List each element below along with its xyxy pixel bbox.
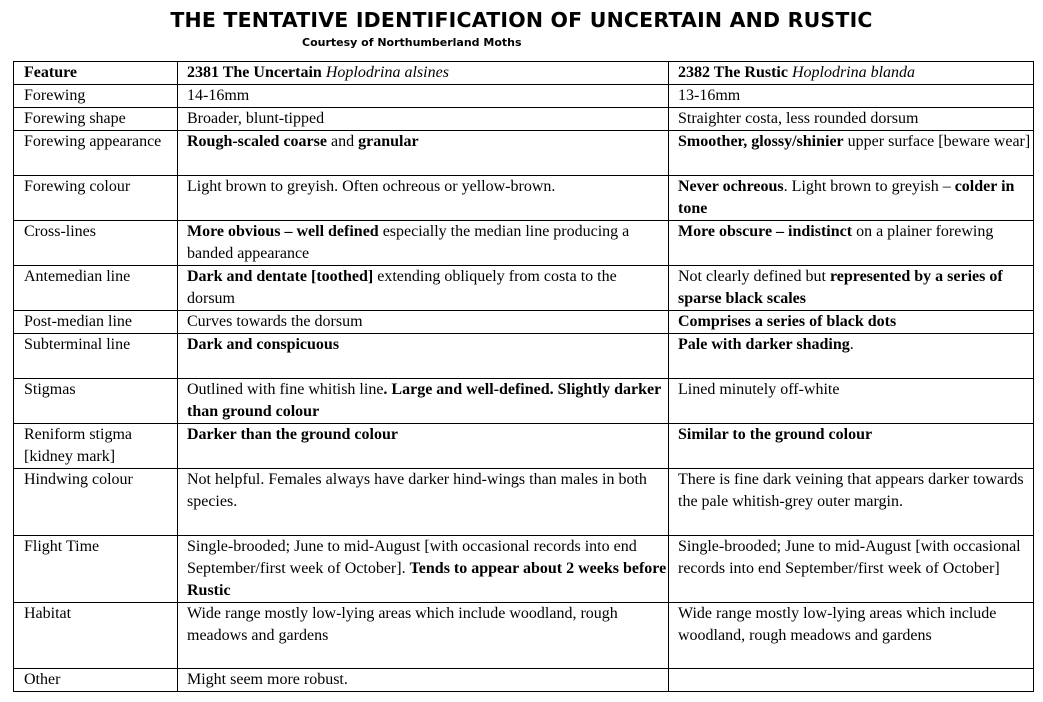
feature-cell: Hindwing colour (14, 469, 178, 536)
header-uncertain-name: 2381 The Uncertain (187, 64, 326, 81)
header-uncertain (178, 62, 669, 85)
header-feature: Feature (14, 62, 178, 85)
rustic-text: More obscure – indistinct (678, 223, 853, 240)
rustic-text: Pale with darker shading (678, 336, 850, 353)
rustic-cell (669, 536, 1034, 603)
table-header-row (14, 62, 1034, 85)
uncertain-text: Single-brooded; June to mid-August [with occasional records into end September/first week of October]. (187, 538, 637, 577)
rustic-text: Similar to the ground colour (678, 426, 873, 443)
rustic-text: Wide range mostly low-lying areas which include woodland, rough meadows and gardens (678, 605, 997, 644)
feature-cell: Forewing (14, 85, 178, 108)
uncertain-cell (178, 85, 669, 108)
table-row (14, 176, 1034, 221)
feature-cell: Forewing shape (14, 108, 178, 131)
uncertain-text: More obvious – well defined (187, 223, 379, 240)
uncertain-cell (178, 469, 669, 536)
table-row (14, 131, 1034, 176)
table-row (14, 108, 1034, 131)
header-rustic-name: 2382 The Rustic (678, 64, 792, 81)
feature-cell: Forewing colour (14, 176, 178, 221)
feature-cell: Other (14, 669, 178, 692)
rustic-cell (669, 266, 1034, 311)
uncertain-cell (178, 266, 669, 311)
uncertain-text: Darker than the ground colour (187, 426, 398, 443)
header-rustic-latin: Hoplodrina blanda (791, 64, 916, 81)
uncertain-cell (178, 424, 669, 469)
page-subtitle: Courtesy of Northumberland Moths (302, 36, 522, 49)
rustic-text: colder in tone (678, 178, 1015, 217)
table-row (14, 311, 1034, 334)
table-row (14, 85, 1034, 108)
uncertain-cell (178, 311, 669, 334)
uncertain-cell (178, 603, 669, 669)
table-row (14, 469, 1034, 536)
table-row (14, 669, 1034, 692)
rustic-text: Never ochreous (678, 178, 784, 195)
rustic-cell (669, 424, 1034, 469)
rustic-text: Lined minutely off-white (678, 381, 840, 398)
uncertain-text: Might seem more robust. (187, 671, 348, 688)
uncertain-text: extending obliquely from costa to the dorsum (187, 268, 617, 307)
uncertain-text: Tends to appear about 2 weeks before Rustic (187, 560, 667, 599)
uncertain-text: especially the median line producing a banded appearance (187, 223, 630, 262)
feature-cell: Stigmas (14, 379, 178, 424)
page-title: THE TENTATIVE IDENTIFICATION OF UNCERTAIN AND RUSTIC (170, 8, 873, 32)
uncertain-text: granular (358, 133, 419, 150)
table-row (14, 603, 1034, 669)
rustic-text: Single-brooded; June to mid-August [with occasional records into end September/first week of October] (678, 538, 1021, 577)
table-row (14, 221, 1034, 266)
rustic-cell (669, 669, 1034, 692)
uncertain-text: Dark and conspicuous (187, 336, 340, 353)
uncertain-cell (178, 176, 669, 221)
header-uncertain-latin: Hoplodrina alsines (325, 64, 449, 81)
uncertain-cell (178, 221, 669, 266)
rustic-cell (669, 176, 1034, 221)
uncertain-text: Wide range mostly low-lying areas which include woodland, rough meadows and gardens (187, 605, 618, 644)
feature-cell: Forewing appearance (14, 131, 178, 176)
uncertain-cell (178, 379, 669, 424)
feature-cell: Post-median line (14, 311, 178, 334)
feature-cell: Antemedian line (14, 266, 178, 311)
table-row (14, 379, 1034, 424)
uncertain-text: Light brown to greyish. Often ochreous or yellow-brown. (187, 178, 556, 195)
table-row (14, 536, 1034, 603)
rustic-cell (669, 379, 1034, 424)
rustic-text: Smoother, glossy/shinier (678, 133, 844, 150)
uncertain-text: and (326, 133, 359, 150)
rustic-cell (669, 469, 1034, 536)
rustic-cell (669, 221, 1034, 266)
rustic-cell (669, 311, 1034, 334)
uncertain-text: 14-16mm (187, 87, 250, 104)
uncertain-text: Outlined with fine whitish line (187, 381, 384, 398)
identification-table (13, 61, 1034, 692)
uncertain-text: Rough-scaled coarse (187, 133, 327, 150)
table-row (14, 266, 1034, 311)
rustic-text: Not clearly defined but (678, 268, 830, 285)
uncertain-text: Curves towards the dorsum (187, 313, 363, 330)
rustic-text: There is fine dark veining that appears darker towards the pale whitish-grey outer margin. (678, 471, 1024, 510)
header-rustic (669, 62, 1034, 85)
uncertain-cell (178, 131, 669, 176)
table-row (14, 424, 1034, 469)
uncertain-cell (178, 669, 669, 692)
uncertain-cell (178, 108, 669, 131)
feature-cell: Subterminal line (14, 334, 178, 379)
feature-cell: Cross-lines (14, 221, 178, 266)
uncertain-text: Broader, blunt-tipped (187, 110, 325, 127)
rustic-text: upper surface [beware wear] (843, 133, 1031, 150)
rustic-cell (669, 131, 1034, 176)
uncertain-text: Dark and dentate [toothed] (187, 268, 374, 285)
rustic-text: . Light brown to greyish – (783, 178, 955, 195)
table-row (14, 334, 1034, 379)
rustic-cell (669, 334, 1034, 379)
uncertain-text: Not helpful. Females always have darker hind-wings than males in both species. (187, 471, 647, 510)
uncertain-text: . Large and well-defined. Slightly darker than ground colour (187, 381, 661, 420)
feature-cell: Flight Time (14, 536, 178, 603)
rustic-cell (669, 108, 1034, 131)
uncertain-cell (178, 536, 669, 603)
rustic-cell (669, 603, 1034, 669)
uncertain-cell (178, 334, 669, 379)
rustic-text: 13-16mm (678, 87, 741, 104)
rustic-text: on a plainer forewing (852, 223, 994, 240)
rustic-text: represented by a series of sparse black scales (678, 268, 1003, 307)
feature-cell: Reniform stigma [kidney mark] (14, 424, 178, 469)
feature-cell: Habitat (14, 603, 178, 669)
rustic-cell (669, 85, 1034, 108)
rustic-text: Straighter costa, less rounded dorsum (678, 110, 919, 127)
rustic-text: Comprises a series of black dots (678, 313, 897, 330)
rustic-text: . (849, 336, 854, 353)
